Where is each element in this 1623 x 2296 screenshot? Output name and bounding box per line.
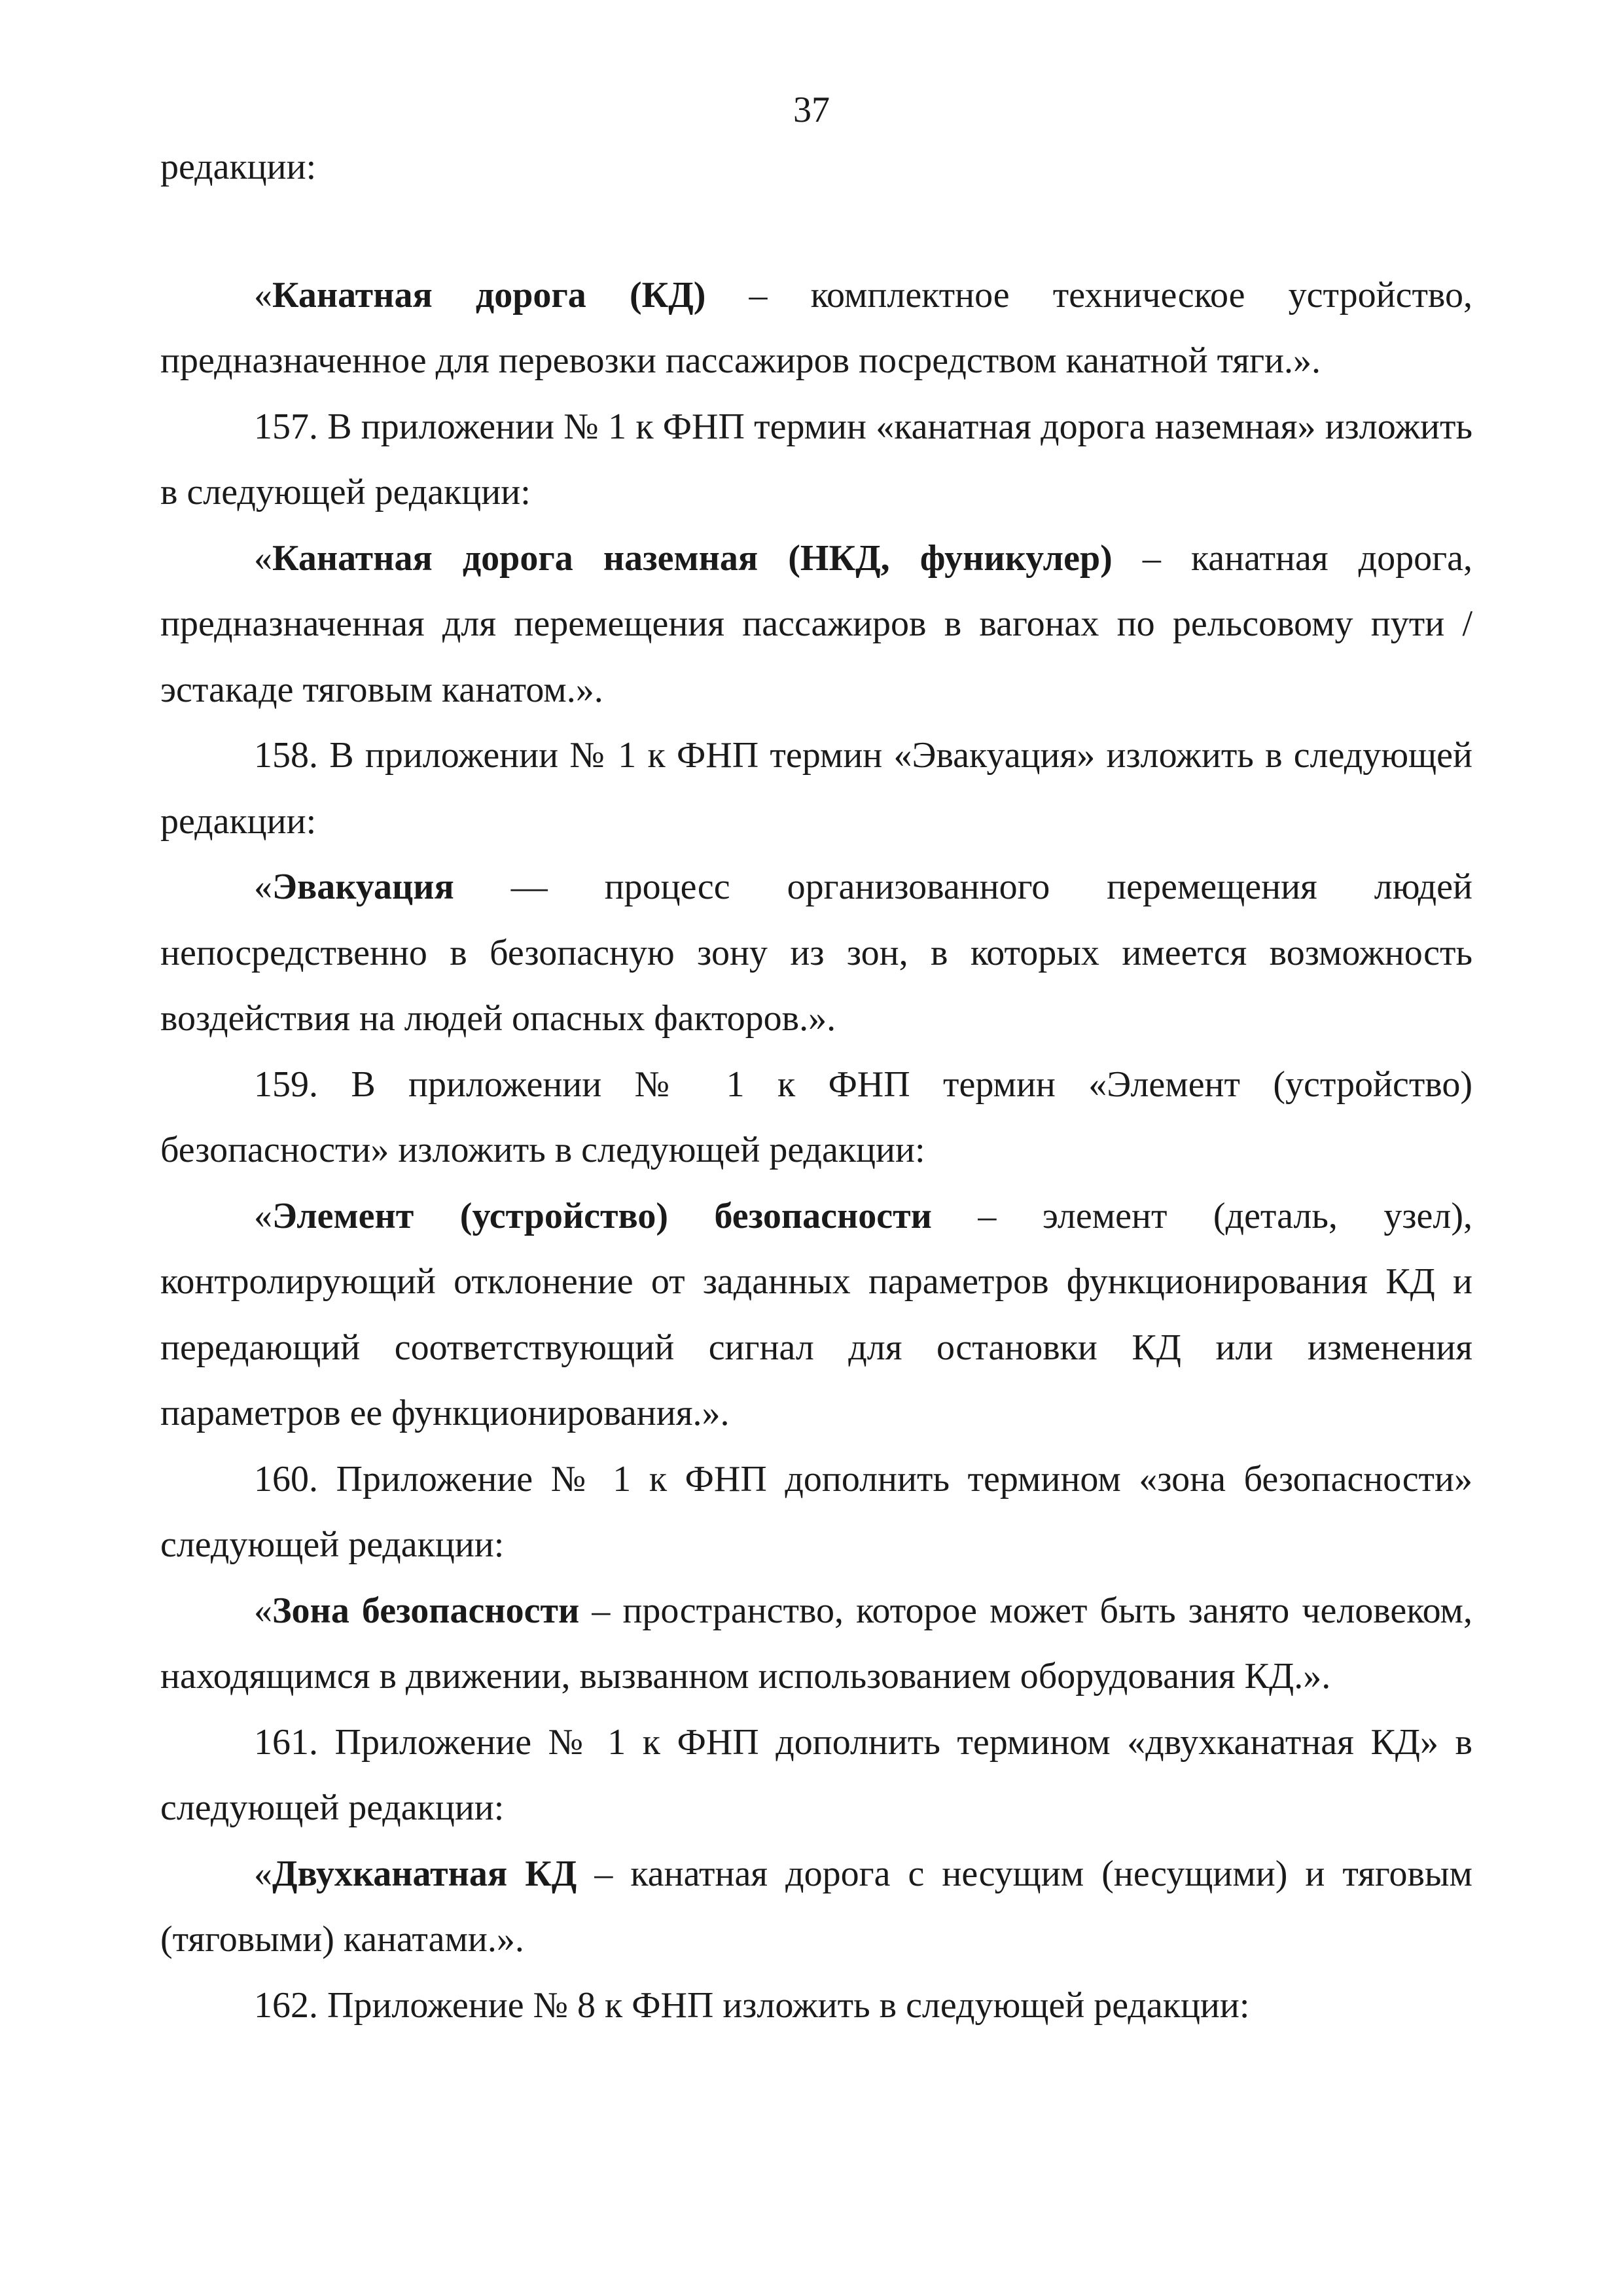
definition-text: – пространство, которое может быть занято человеком, находящимся в движении, вызванном использованием оборудования КД.».	[160, 1590, 1472, 1696]
definition-text: – канатная дорога, предназначенная для перемещения пассажиров в вагонах по рельсовому пути / эстакаде тяговым канатом.».	[160, 537, 1472, 710]
definition-cable-car	[160, 262, 1472, 394]
quote-mark: «	[254, 1195, 272, 1236]
quote-mark: «	[254, 537, 272, 579]
page-number: 37	[793, 90, 830, 130]
term-bold: Эвакуация	[272, 867, 454, 907]
paragraph-continuation: редакции:	[160, 147, 317, 187]
definition-text: – элемент (деталь, узел), контролирующий отклонение от заданных параметров функционирования КД и передающий соответствующий сигнал для остановки КД или изменения параметров ее функционирования.».	[160, 1195, 1472, 1433]
quote-mark: «	[254, 1853, 272, 1894]
term-bold: Двухканатная КД	[272, 1853, 577, 1894]
item-159: 159. В приложении № 1 к ФНП термин «Элемент (устройство) безопасности» изложить в следующей редакции:	[160, 1064, 1472, 1170]
term-bold: Элемент (устройство) безопасности	[272, 1195, 932, 1236]
definition-text: — процесс организованного перемещения людей непосредственно в безопасную зону из зон, в которых имеется возможность воздействия на людей опасных факторов.».	[160, 867, 1472, 1039]
definition-safety-zone	[160, 1578, 1472, 1710]
item-158: 158. В приложении № 1 к ФНП термин «Эвакуация» изложить в следующей редакции:	[160, 735, 1472, 842]
definition-text: – канатная дорога с несущим (несущими) и тяговым (тяговыми) канатами.».	[160, 1853, 1472, 1960]
definition-evacuation	[160, 854, 1472, 1052]
definition-text: – комплектное техническое устройство, предназначенное для перевозки пассажиров посредством канатной тяги.».	[160, 274, 1472, 381]
quote-mark: «	[254, 1590, 272, 1631]
item-157: 157. В приложении № 1 к ФНП термин «канатная дорога наземная» изложить в следующей редакции:	[160, 406, 1472, 512]
item-160: 160. Приложение № 1 к ФНП дополнить термином «зона безопасности» следующей редакции:	[160, 1458, 1472, 1565]
term-bold: Канатная дорога наземная (НКД, фуникулер)	[272, 537, 1113, 579]
definition-bicable	[160, 1841, 1472, 1973]
definition-funicular	[160, 526, 1472, 723]
item-161: 161. Приложение № 1 к ФНП дополнить термином «двухканатная КД» в следующей редакции:	[160, 1721, 1472, 1828]
document-body	[160, 134, 1472, 2038]
quote-mark: «	[254, 867, 272, 907]
definition-safety-element	[160, 1183, 1472, 1446]
item-162: 162. Приложение № 8 к ФНП изложить в следующей редакции:	[254, 1984, 1250, 2026]
term-bold: Зона безопасности	[272, 1590, 580, 1631]
term-bold: Канатная дорога (КД)	[272, 274, 706, 315]
quote-mark: «	[254, 274, 272, 315]
